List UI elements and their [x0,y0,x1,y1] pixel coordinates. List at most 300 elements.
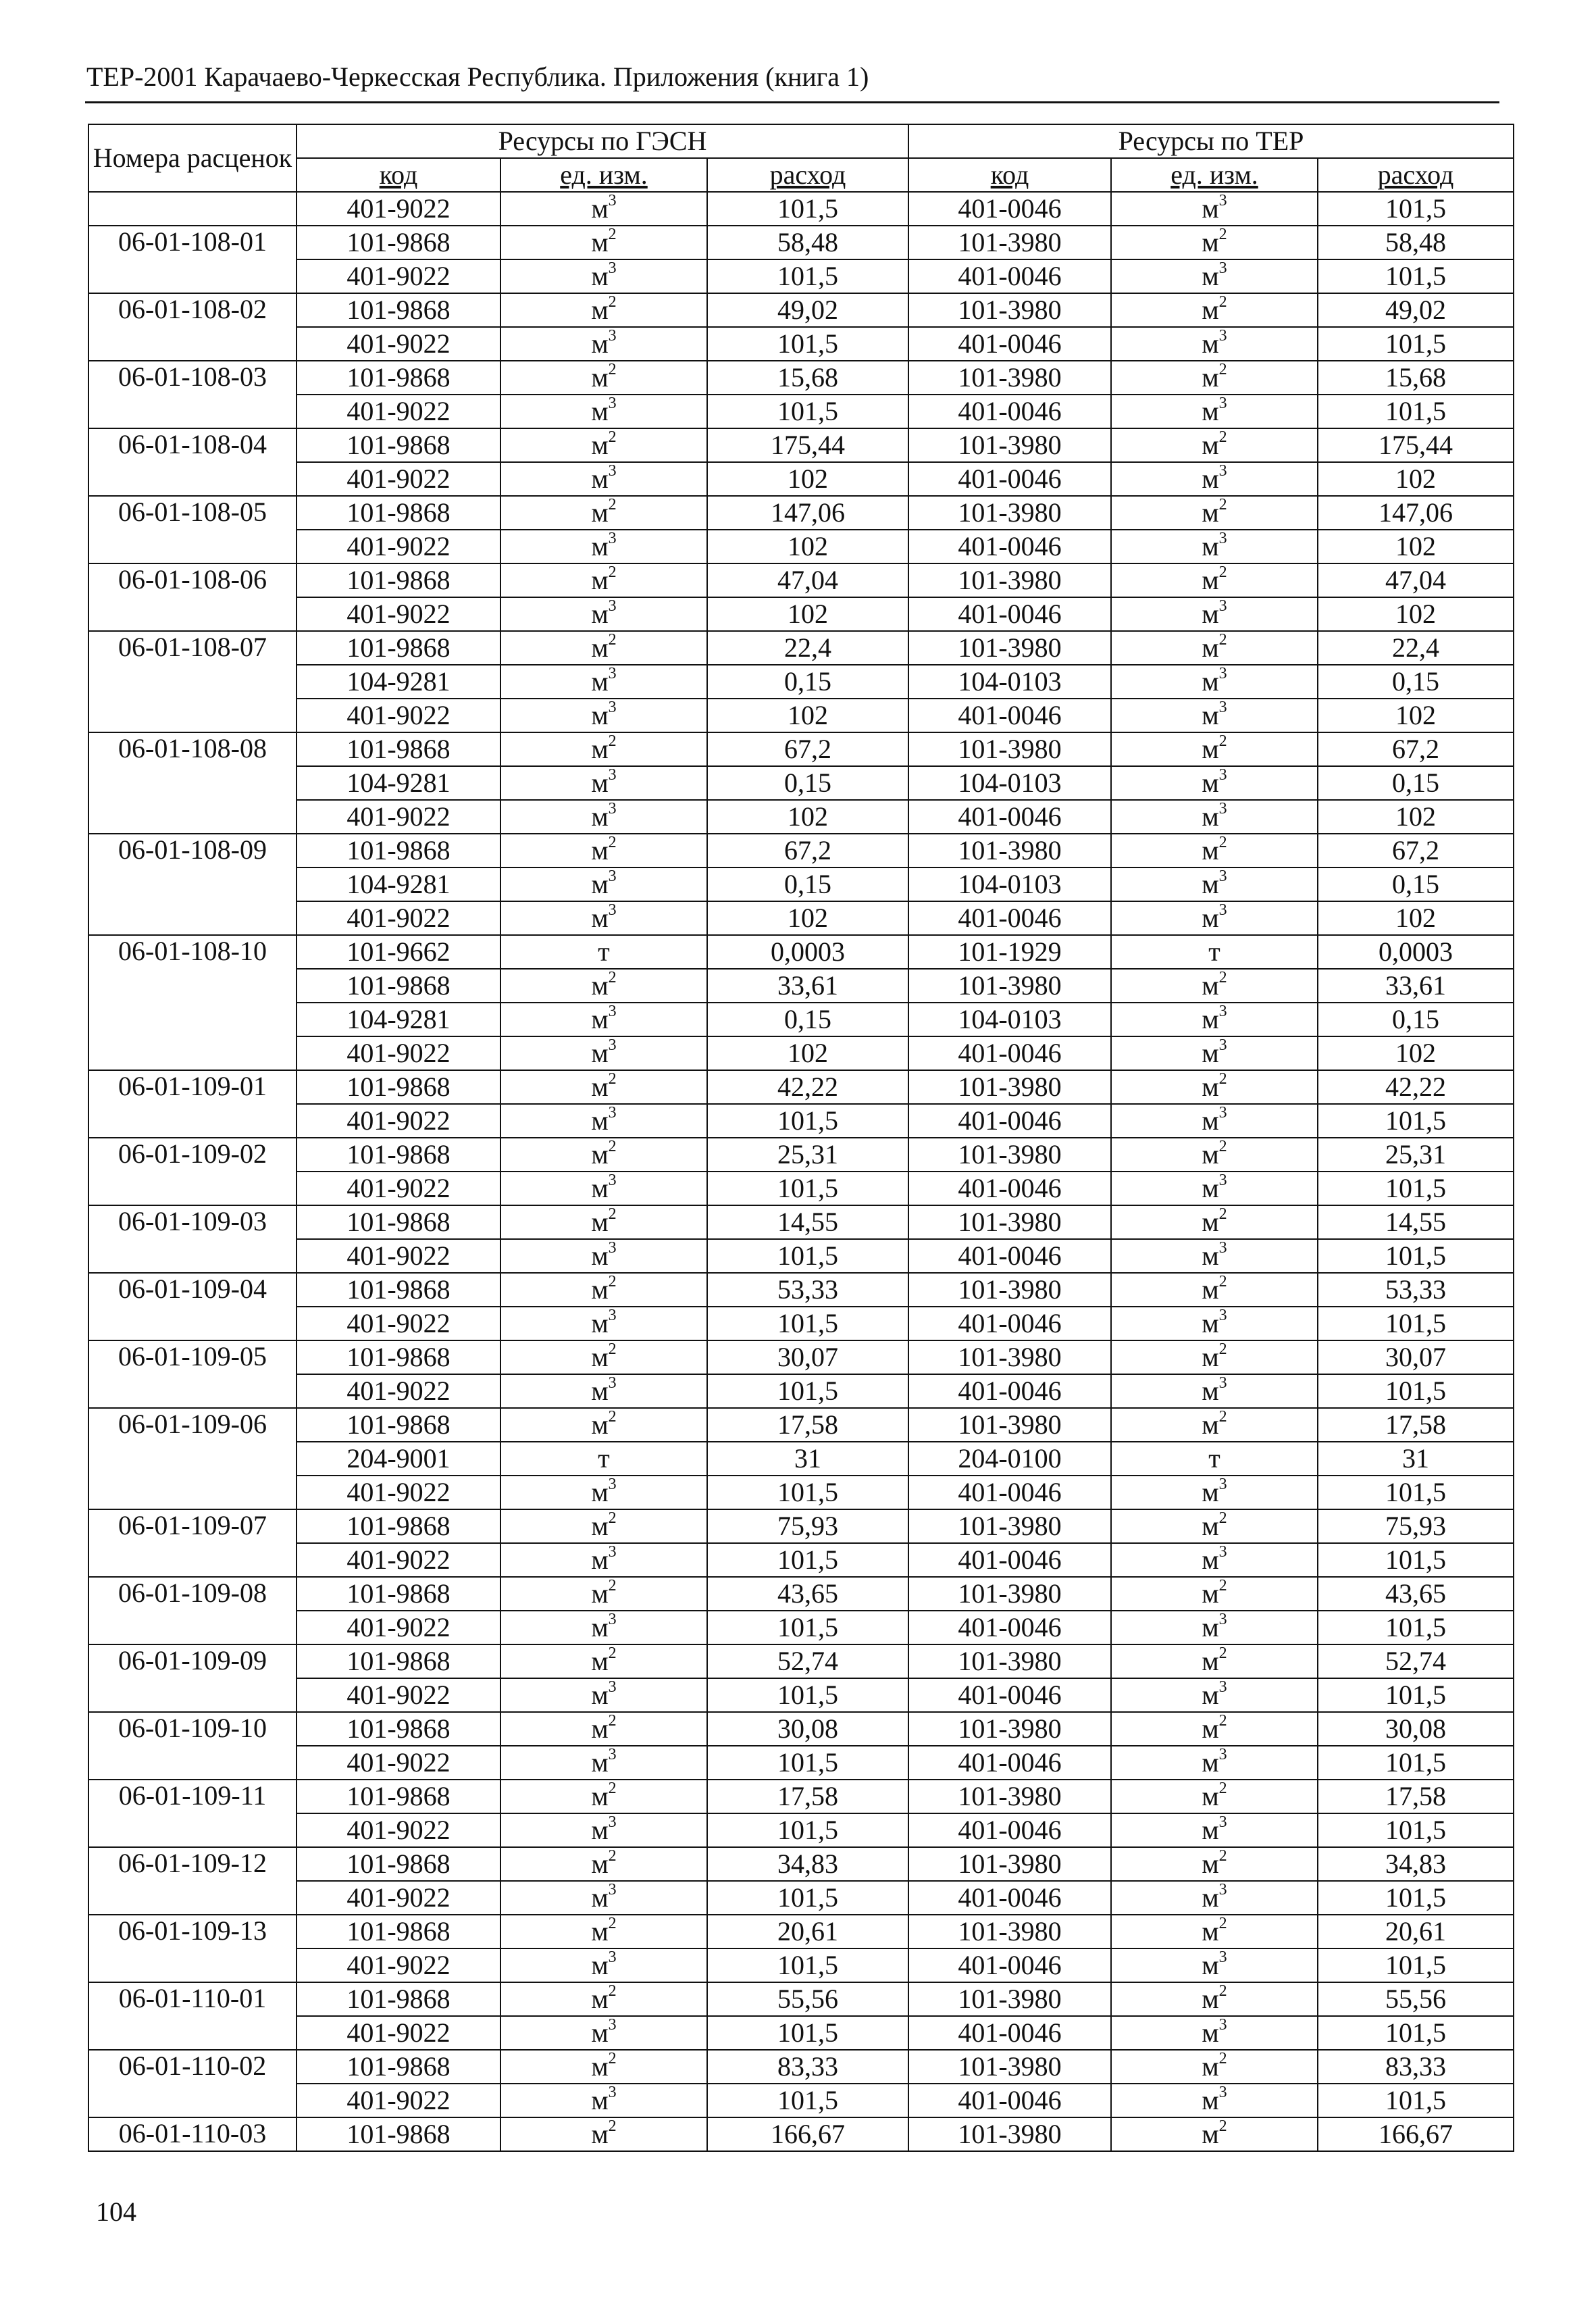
unit-exponent: 2 [1218,496,1227,513]
ter-amount-cell: 147,06 [1318,496,1514,530]
gesn-unit-cell [500,1948,707,1982]
unit-exponent: 3 [1218,192,1227,209]
ter-amount-cell: 101,5 [1318,1813,1514,1847]
unit-exponent: 3 [608,530,617,547]
gesn-amount-cell: 47,04 [707,563,908,597]
unit-symbol: м [591,1950,609,1980]
ter-unit-cell [1111,327,1318,361]
unit-symbol: м [1202,1105,1219,1136]
gesn-unit-cell [500,1780,707,1813]
rate-number-cell: 06-01-109-11 [88,1780,297,1847]
gesn-amount-cell: 0,15 [707,766,908,800]
ter-amount-cell: 55,56 [1318,1982,1514,2016]
unit-exponent: 3 [1218,327,1227,345]
gesn-amount-cell: 101,5 [707,259,908,293]
ter-unit-cell [1111,699,1318,732]
table-row [88,1577,1514,1611]
ter-unit-cell [1111,1070,1318,1104]
ter-code-cell: 101-3980 [908,1205,1111,1239]
gesn-code-cell: 104-9281 [297,665,500,699]
gesn-amount-cell: 43,65 [707,1577,908,1611]
unit-symbol: м [591,1916,609,1946]
unit-exponent: 3 [608,1543,617,1561]
rate-number-cell: 06-01-109-06 [88,1408,297,1509]
gesn-code-cell: 401-9022 [297,1476,500,1509]
ter-code-cell: 101-3980 [908,1408,1111,1442]
ter-code-cell: 101-3980 [908,293,1111,327]
gesn-amount-cell: 83,33 [707,2050,908,2084]
ter-code-cell: 401-0046 [908,699,1111,732]
gesn-amount-cell: 101,5 [707,192,908,226]
unit-exponent: 2 [1218,1982,1227,2000]
unit-exponent: 2 [608,1982,617,2000]
ter-code-cell: 101-3980 [908,2050,1111,2084]
gesn-amount-cell: 101,5 [707,1813,908,1847]
unit-exponent: 2 [608,1138,617,1155]
ter-unit-cell [1111,1813,1318,1847]
gesn-amount-cell: 14,55 [707,1205,908,1239]
gesn-unit-cell [500,1003,707,1036]
table-row [88,293,1514,327]
ter-amount-cell: 34,83 [1318,1847,1514,1881]
unit-exponent: 2 [608,226,617,243]
gesn-unit-cell [500,969,707,1003]
unit-exponent: 2 [1218,1847,1227,1865]
ter-unit-cell [1111,1273,1318,1307]
unit-exponent: 2 [1218,1273,1227,1290]
unit-symbol: м [1202,1713,1219,1744]
table-row [88,2016,1514,2050]
unit-symbol: м [1202,1950,1219,1980]
gesn-code-cell: 104-9281 [297,867,500,901]
gesn-amount-cell: 31 [707,1442,908,1476]
ter-code-cell: 104-0103 [908,867,1111,901]
ter-amount-cell: 101,5 [1318,1881,1514,1915]
gesn-code-cell: 401-9022 [297,530,500,563]
gesn-unit-cell [500,2016,707,2050]
ter-unit-cell [1111,1915,1318,1948]
ter-amount-cell: 0,15 [1318,665,1514,699]
gesn-unit-cell [500,1442,707,1476]
ter-unit-cell [1111,1982,1318,2016]
gesn-amount-cell: 0,15 [707,1003,908,1036]
gesn-code-cell: 401-9022 [297,800,500,834]
ter-unit-cell [1111,1138,1318,1172]
ter-unit-cell [1111,462,1318,496]
table-row [88,1678,1514,1712]
gesn-amount-cell: 49,02 [707,293,908,327]
gesn-unit-cell [500,259,707,293]
gesn-unit-cell [500,935,707,969]
unit-symbol: т [598,1443,610,1474]
ter-unit-cell [1111,1948,1318,1982]
unit-symbol: м [591,1646,609,1676]
gesn-unit-cell [500,1746,707,1780]
unit-exponent: 3 [1218,1104,1227,1122]
ter-code-cell: 401-0046 [908,259,1111,293]
gesn-unit-cell [500,428,707,462]
unit-symbol: м [1202,193,1219,224]
ter-unit-cell [1111,1712,1318,1746]
ter-unit-cell [1111,1847,1318,1881]
table-row [88,631,1514,665]
unit-exponent: 3 [1218,1678,1227,1696]
gesn-code-cell: 101-9868 [297,834,500,867]
unit-symbol: м [591,768,609,798]
gesn-unit-cell [500,1408,707,1442]
unit-exponent: 3 [608,1746,617,1763]
unit-symbol: м [591,463,609,494]
gesn-code-cell: 101-9868 [297,293,500,327]
gesn-code-cell: 401-9022 [297,1239,500,1273]
unit-exponent: 2 [608,1340,617,1358]
unit-exponent: 3 [608,1611,617,1628]
unit-symbol: м [591,1848,609,1879]
unit-exponent: 3 [608,800,617,818]
ter-unit-cell [1111,867,1318,901]
ter-code-cell: 401-0046 [908,1172,1111,1205]
gesn-amount-cell: 30,08 [707,1712,908,1746]
rate-number-cell: 06-01-108-02 [88,293,297,361]
gesn-code-cell: 401-9022 [297,1104,500,1138]
rate-number-cell: 06-01-109-05 [88,1340,297,1408]
table-row [88,800,1514,834]
ter-amount-cell: 20,61 [1318,1915,1514,1948]
ter-amount-cell: 52,74 [1318,1644,1514,1678]
unit-exponent: 2 [608,2050,617,2067]
ter-amount-cell: 166,67 [1318,2117,1514,2151]
gesn-amount-cell: 25,31 [707,1138,908,1172]
unit-symbol: м [1202,903,1219,933]
gesn-code-cell: 401-9022 [297,1746,500,1780]
page-number: 104 [96,2196,136,2227]
gesn-unit-cell [500,800,707,834]
gesn-unit-cell [500,1340,707,1374]
unit-symbol: м [591,1342,609,1372]
resources-table [88,124,1514,2152]
ter-amount-cell: 58,48 [1318,226,1514,259]
unit-exponent: 2 [608,1408,617,1426]
unit-symbol: м [591,632,609,663]
ter-unit-cell [1111,395,1318,428]
gesn-code-cell: 101-9868 [297,428,500,462]
gesn-unit-cell [500,834,707,867]
unit-exponent: 2 [1218,1408,1227,1426]
ter-amount-cell: 101,5 [1318,327,1514,361]
ter-unit-cell [1111,1746,1318,1780]
unit-symbol: м [1202,599,1219,629]
ter-code-cell: 401-0046 [908,327,1111,361]
ter-amount-cell: 101,5 [1318,1476,1514,1509]
table-row [88,259,1514,293]
ter-unit-cell [1111,834,1318,867]
gesn-code-cell: 401-9022 [297,395,500,428]
rate-number-cell: 06-01-109-09 [88,1644,297,1712]
gesn-code-cell: 401-9022 [297,901,500,935]
table-row [88,1476,1514,1509]
ter-unit-cell [1111,1239,1318,1273]
ter-amount-cell: 0,15 [1318,766,1514,800]
unit-symbol: м [1202,1477,1219,1507]
unit-exponent: 2 [1218,1577,1227,1594]
gesn-code-cell: 101-9868 [297,1644,500,1678]
gesn-amount-cell: 101,5 [707,1307,908,1340]
ter-unit-cell [1111,428,1318,462]
ter-unit-cell [1111,1340,1318,1374]
gesn-code-cell: 101-9868 [297,1340,500,1374]
gesn-unit-cell [500,766,707,800]
group-header-ter: Ресурсы по ТЕР [908,124,1514,158]
unit-exponent: 3 [1218,901,1227,919]
unit-exponent: 3 [1218,1611,1227,1628]
rate-number-cell: 06-01-109-03 [88,1205,297,1273]
gesn-amount-cell: 102 [707,530,908,563]
unit-symbol: м [1202,2017,1219,2048]
gesn-unit-cell [500,293,707,327]
ter-amount-cell: 101,5 [1318,1948,1514,1982]
unit-exponent: 2 [608,496,617,513]
gesn-amount-cell: 30,07 [707,1340,908,1374]
ter-amount-cell: 14,55 [1318,1205,1514,1239]
gesn-code-cell: 101-9662 [297,935,500,969]
rate-number-cell: 06-01-108-09 [88,834,297,935]
rate-number-cell: 06-01-108-04 [88,428,297,496]
ter-unit-cell [1111,1476,1318,1509]
table-row [88,1746,1514,1780]
ter-amount-cell: 17,58 [1318,1780,1514,1813]
gesn-unit-cell [500,530,707,563]
gesn-unit-cell [500,1172,707,1205]
table-row [88,1408,1514,1442]
unit-exponent: 2 [608,563,617,581]
ter-amount-cell: 102 [1318,901,1514,935]
table-row [88,327,1514,361]
ter-unit-cell [1111,969,1318,1003]
gesn-unit-cell [500,1476,707,1509]
unit-exponent: 2 [1218,226,1227,243]
subheader-ter-code: код [908,158,1111,192]
ter-amount-cell: 0,0003 [1318,935,1514,969]
gesn-amount-cell: 52,74 [707,1644,908,1678]
unit-symbol: м [591,835,609,865]
table-row [88,665,1514,699]
unit-exponent: 3 [1218,1374,1227,1392]
gesn-code-cell: 101-9868 [297,563,500,597]
gesn-code-cell: 101-9868 [297,496,500,530]
rate-number-cell: 06-01-108-01 [88,226,297,293]
table-row [88,766,1514,800]
unit-exponent: 3 [608,1104,617,1122]
gesn-amount-cell: 67,2 [707,732,908,766]
gesn-code-cell: 401-9022 [297,1881,500,1915]
unit-symbol: м [591,801,609,832]
unit-symbol: м [591,1578,609,1609]
ter-code-cell: 101-3980 [908,1982,1111,2016]
unit-exponent: 3 [608,1476,617,1493]
ter-unit-cell [1111,2050,1318,2084]
table-body [88,192,1514,2151]
ter-amount-cell: 30,08 [1318,1712,1514,1746]
unit-symbol: м [591,1308,609,1338]
unit-exponent: 3 [608,1813,617,1831]
ter-code-cell: 101-3980 [908,834,1111,867]
gesn-amount-cell: 101,5 [707,327,908,361]
rate-number-cell: 06-01-109-13 [88,1915,297,1982]
gesn-code-cell: 401-9022 [297,1813,500,1847]
ter-amount-cell: 101,5 [1318,2016,1514,2050]
unit-symbol: т [1208,1443,1220,1474]
gesn-unit-cell [500,1577,707,1611]
gesn-unit-cell [500,1509,707,1543]
rate-number-cell: 06-01-109-07 [88,1509,297,1577]
table-row [88,1003,1514,1036]
ter-unit-cell [1111,1577,1318,1611]
rate-number-cell [88,192,297,226]
gesn-unit-cell [500,1104,707,1138]
ter-code-cell: 101-1929 [908,935,1111,969]
unit-exponent: 2 [608,361,617,378]
unit-exponent: 3 [1218,395,1227,412]
unit-exponent: 2 [1218,428,1227,446]
ter-amount-cell: 43,65 [1318,1577,1514,1611]
ter-unit-cell [1111,597,1318,631]
ter-amount-cell: 101,5 [1318,1239,1514,1273]
gesn-code-cell: 401-9022 [297,259,500,293]
unit-symbol: м [591,1240,609,1271]
ter-code-cell: 401-0046 [908,2084,1111,2117]
ter-code-cell: 101-3980 [908,1644,1111,1678]
gesn-unit-cell [500,1611,707,1644]
gesn-amount-cell: 166,67 [707,2117,908,2151]
ter-unit-cell [1111,1611,1318,1644]
gesn-unit-cell [500,1881,707,1915]
unit-symbol: м [591,1173,609,1203]
unit-symbol: м [591,1984,609,2014]
ter-unit-cell [1111,1036,1318,1070]
ter-unit-cell [1111,1374,1318,1408]
gesn-unit-cell [500,2117,707,2151]
unit-symbol: м [591,328,609,359]
unit-symbol: м [591,1139,609,1169]
table-row [88,1104,1514,1138]
ter-amount-cell: 101,5 [1318,1374,1514,1408]
rate-number-cell: 06-01-109-10 [88,1712,297,1780]
ter-unit-cell [1111,935,1318,969]
ter-unit-cell [1111,2084,1318,2117]
unit-exponent: 3 [608,2084,617,2101]
unit-exponent: 2 [1218,1712,1227,1730]
unit-exponent: 3 [1218,530,1227,547]
unit-symbol: м [591,1612,609,1642]
unit-exponent: 3 [608,327,617,345]
unit-symbol: м [591,531,609,561]
unit-symbol: м [1202,565,1219,595]
gesn-amount-cell: 101,5 [707,1948,908,1982]
ter-amount-cell: 22,4 [1318,631,1514,665]
gesn-amount-cell: 15,68 [707,361,908,395]
gesn-code-cell: 401-9022 [297,2084,500,2117]
unit-exponent: 2 [1218,1340,1227,1358]
group-header-gesn: Ресурсы по ГЭСН [297,124,908,158]
unit-exponent: 2 [1218,631,1227,649]
unit-symbol: м [591,1274,609,1305]
ter-code-cell: 401-0046 [908,1813,1111,1847]
unit-symbol: м [1202,1072,1219,1102]
ter-unit-cell [1111,1307,1318,1340]
gesn-unit-cell [500,1543,707,1577]
unit-exponent: 2 [1218,732,1227,750]
gesn-amount-cell: 53,33 [707,1273,908,1307]
gesn-code-cell: 401-9022 [297,192,500,226]
table-row [88,1611,1514,1644]
unit-exponent: 3 [1218,1948,1227,1966]
unit-symbol: м [591,193,609,224]
rate-number-cell: 06-01-108-06 [88,563,297,631]
ter-unit-cell [1111,2016,1318,2050]
unit-exponent: 3 [1218,766,1227,784]
unit-exponent: 3 [608,192,617,209]
unit-symbol: м [591,1747,609,1778]
gesn-code-cell: 101-9868 [297,2050,500,2084]
gesn-unit-cell [500,665,707,699]
unit-exponent: 3 [608,259,617,277]
unit-symbol: м [591,903,609,933]
unit-exponent: 2 [608,428,617,446]
table-row [88,1644,1514,1678]
gesn-amount-cell: 102 [707,462,908,496]
gesn-code-cell: 401-9022 [297,327,500,361]
unit-exponent: 2 [1218,834,1227,851]
unit-exponent: 3 [608,1307,617,1324]
gesn-unit-cell [500,1070,707,1104]
ter-amount-cell: 102 [1318,462,1514,496]
subheader-gesn-code: код [297,158,500,192]
ter-amount-cell: 102 [1318,597,1514,631]
unit-exponent: 2 [1218,361,1227,378]
gesn-code-cell: 101-9868 [297,361,500,395]
table-row [88,1712,1514,1746]
rate-number-cell: 06-01-108-07 [88,631,297,732]
unit-symbol: м [591,396,609,426]
unit-exponent: 2 [608,631,617,649]
unit-exponent: 3 [608,867,617,885]
unit-exponent: 3 [608,901,617,919]
gesn-code-cell: 101-9868 [297,1205,500,1239]
unit-exponent: 3 [608,597,617,615]
unit-exponent: 2 [1218,1780,1227,1797]
unit-symbol: м [1202,2085,1219,2115]
ter-amount-cell: 101,5 [1318,2084,1514,2117]
ter-code-cell: 401-0046 [908,597,1111,631]
ter-unit-cell [1111,631,1318,665]
gesn-unit-cell [500,631,707,665]
unit-symbol: м [1202,1511,1219,1541]
unit-symbol: м [1202,1274,1219,1305]
unit-exponent: 3 [608,1948,617,1966]
unit-symbol: м [1202,869,1219,899]
ter-unit-cell [1111,1172,1318,1205]
gesn-unit-cell [500,1813,707,1847]
unit-symbol: м [591,1477,609,1507]
gesn-amount-cell: 55,56 [707,1982,908,2016]
gesn-code-cell: 101-9868 [297,2117,500,2151]
unit-symbol: м [591,261,609,291]
unit-symbol: м [1202,497,1219,528]
ter-code-cell: 104-0103 [908,665,1111,699]
unit-symbol: м [1202,1984,1219,2014]
table-row [88,1948,1514,1982]
unit-symbol: м [1202,734,1219,764]
